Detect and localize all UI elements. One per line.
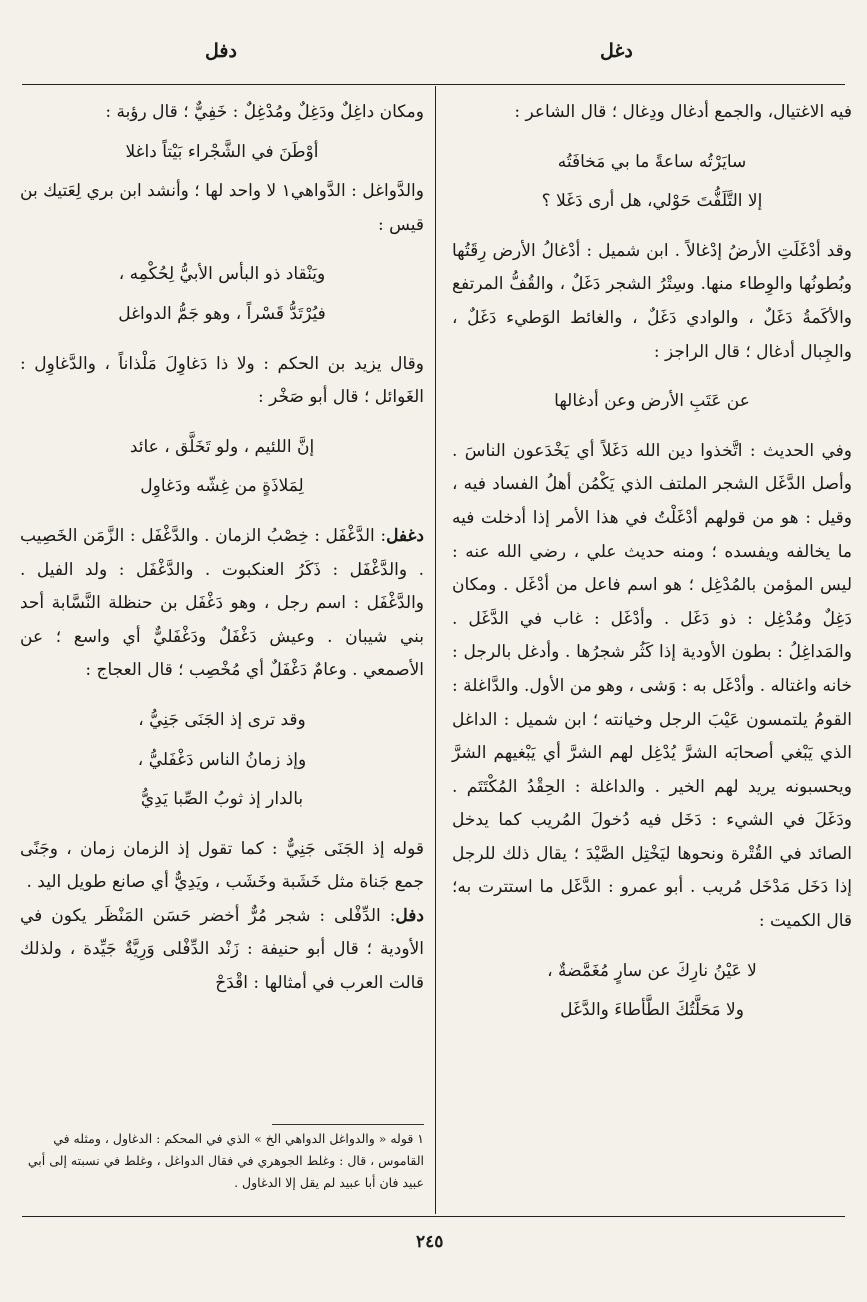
footnote bbox=[20, 1128, 424, 1194]
verse-line: ولا مَحَلَّتُكَ الطَّأطاءَ والدَّغَل bbox=[560, 1000, 744, 1021]
entry-headword: دغفل bbox=[386, 525, 424, 546]
header-rule bbox=[22, 84, 845, 85]
paragraph: وقد أدْغَلَتِ الأرضُ إدْغالاً . ابن شميل : أدْغالُ الأرض رِقَتُها وبُطونُها والوِطاء منها. وسِتْرُ الشجر دَغَلٌ ، والقُفُّ المرتفع والأكَمةُ دَغَلٌ ، والوادي دَغَلٌ ، والغائط الوَطيء دَغَلٌ ، والجِبال أدغال ؛ قال الراجز : bbox=[452, 240, 852, 362]
paragraph: فيه الاغتيال، والجمع أدغال ودِغال ؛ قال الشاعر : bbox=[514, 102, 852, 122]
verse-line: وإذ زمانُ الناس دَغْفَليُّ ، bbox=[137, 749, 307, 770]
paragraph: ومكان داغِلٌ ودَغِلٌ ومُدْغِلٌ : خَفِيٌّ ؛ قال رؤبة : bbox=[105, 102, 424, 122]
entry-dfl bbox=[20, 900, 424, 1001]
paragraph: وقال يزيد بن الحكم : ولا ذا دَغاوِلَ مَلْذاناً ، والدَّغاوِل : الغَوائل ؛ قال أبو صَخْر : bbox=[20, 353, 424, 408]
running-head-right: دغل bbox=[600, 40, 633, 62]
verse-line: عن عَتَبِ الأرض وعن أدغالها bbox=[554, 391, 750, 412]
entry-text: : الدَّغْفَل : خِصْبُ الزمان . والدَّغْفَل : الزَّمَن الخَصِيب . والدَّغْفَل : ذَكَرُ العنكبوت . والدَّغْفَل : ولد الفيل . والدَّغْفَل : اسم رجل ، وهو دَغْفَل بن حنظلة النَّسَّابة أحد بني شيبان . وعيش دَغْفَلٌ ودَغْفَليٌّ أي واسع ؛ عن الأصمعي . وعامٌ دَغْفَلٌ أي مُخْصِب ؛ قال العجاج : bbox=[20, 525, 424, 681]
paragraph: والدَّواغل : الدَّواهي١ لا واحد لها ؛ وأنشد ابن بري لِعَتيك بن قيس : bbox=[20, 181, 424, 235]
paragraph: وفي الحديث : اتَّخذوا دين الله دَغَلاً أي يَخْدَعون الناسَ . وأصل الدَّغَل الشجر الملتف الذي يَكْمُن أهلُ الفساد فيه ، وقيل : هو من قولهم أدْغَلْتُ في هذا الأمر إذا أدخلت فيه ما يخالفه ويفسده ؛ ومنه حديث علي ، رضي الله عنه : ليس المؤمن بالمُدْغِل ؛ هو اسم فاعل من أدْغَل . ومكان دَغِلٌ ومُدْغِل : ذو دَغَل . وأدْغَل : غاب في الدَّغَل . والمَداغِلُ : بطون الأودية إذا كَثُر شجرُها . وأدغل بالرجل : خانه واغتاله . وأدْغَل به : وَشى ، وهو من الأول. والدَّاغلة : القومُ يلتمسون عَيْبَ الرجل وخيانته ؛ ابن شميل : الداغل الذي يَبْغي أصحابَه الشرَّ يُدْغِل لهم الشرَّ أي يَبْغيهم الشرَّ ويحسبونه يريد لهم الخير . والداغلة : الحِقْدُ المُكْتَتَم . ودَغَلَ في الشيء : دَخَل فيه دُخولَ المُريب كما يدخل الصائد في القُتْرة ونحوها ليَخْتِل الصَّيْدَ ؛ يقال ذلك للرجل إذا دَخَل مَدْخَل مُريب . أبو عمرو : الدَّغَل ما استترت به؛ قال الكميت : bbox=[452, 440, 852, 932]
verse-line: سايَرْتُه ساعةً ما بي مَخافَتُه bbox=[557, 151, 747, 172]
footer-rule bbox=[22, 1216, 845, 1217]
footnote-rule bbox=[272, 1124, 424, 1125]
verse-line: إنَّ اللئيم ، ولو تَخَلَّق ، عائد bbox=[129, 436, 315, 457]
verse-line: لا عَيْنُ نارِكَ عن سارٍ مُغَمَّضةٌ ، bbox=[547, 960, 757, 981]
column-divider bbox=[435, 86, 436, 1214]
verse-line: لِمَلاذَةٍ من غِشّه ودَغاوِل bbox=[140, 476, 304, 497]
entry-headword: دفل bbox=[395, 905, 424, 926]
footnote-text: ١ قوله « والدواغل الدواهي الخ » الذي في المحكم : الدغاول ، ومثله في القاموس ، قال : وغلط الجوهري في فقال الدواغل ، وغلط في نسبته إلى أبي عبيد فان أبا عبيد لم يقل إلا الدغاول . bbox=[27, 1131, 424, 1190]
verse-line: وقد ترى إذ الجَنَى جَنِيُّ ، bbox=[138, 709, 306, 730]
entry-dghfl bbox=[20, 520, 424, 688]
entry-text: : الدِّفْلى : شجر مُرٌّ أخضر حَسَن المَنْظَر يكون في الأودية ؛ قال أبو حنيفة : زَنْد الدِّفْلى وَرِيَّةٌ جَيِّدة ، ولذلك قالت العرب في أمثالها : اقْدَحْ bbox=[20, 905, 424, 994]
paragraph: قوله إذ الجَنَى جَنِيٌّ : كما تقول إذ الزمان زمان ، وجَنًى جمع جَناة مثل خَشَبة وخَشَب ، ويَدِيٌّ أي صانع طويل اليد . bbox=[20, 838, 424, 893]
verse-line: أوْطَنَ في الشَّجْراء بَيْتاً داغلا bbox=[125, 141, 319, 162]
verse-line: بالدار إذ ثوبُ الصِّبا يَدِيُّ bbox=[140, 789, 304, 810]
right-column bbox=[452, 96, 852, 1034]
verse-line: ويَنْقاد ذو البأس الأبيُّ لِحُكْمِه ، bbox=[118, 264, 326, 285]
left-column bbox=[20, 96, 424, 1001]
verse-line: إلا التَّلَفُّتَ حَوْلي، هل أرى دَغَلا ؟ bbox=[541, 191, 763, 212]
running-head-left: دفل bbox=[205, 40, 237, 62]
verse-line: فيُرْتَدُّ قَسْراً ، وهو جَمُّ الدواغل bbox=[118, 303, 326, 324]
page-number: ٢٤٥ bbox=[416, 1232, 444, 1252]
